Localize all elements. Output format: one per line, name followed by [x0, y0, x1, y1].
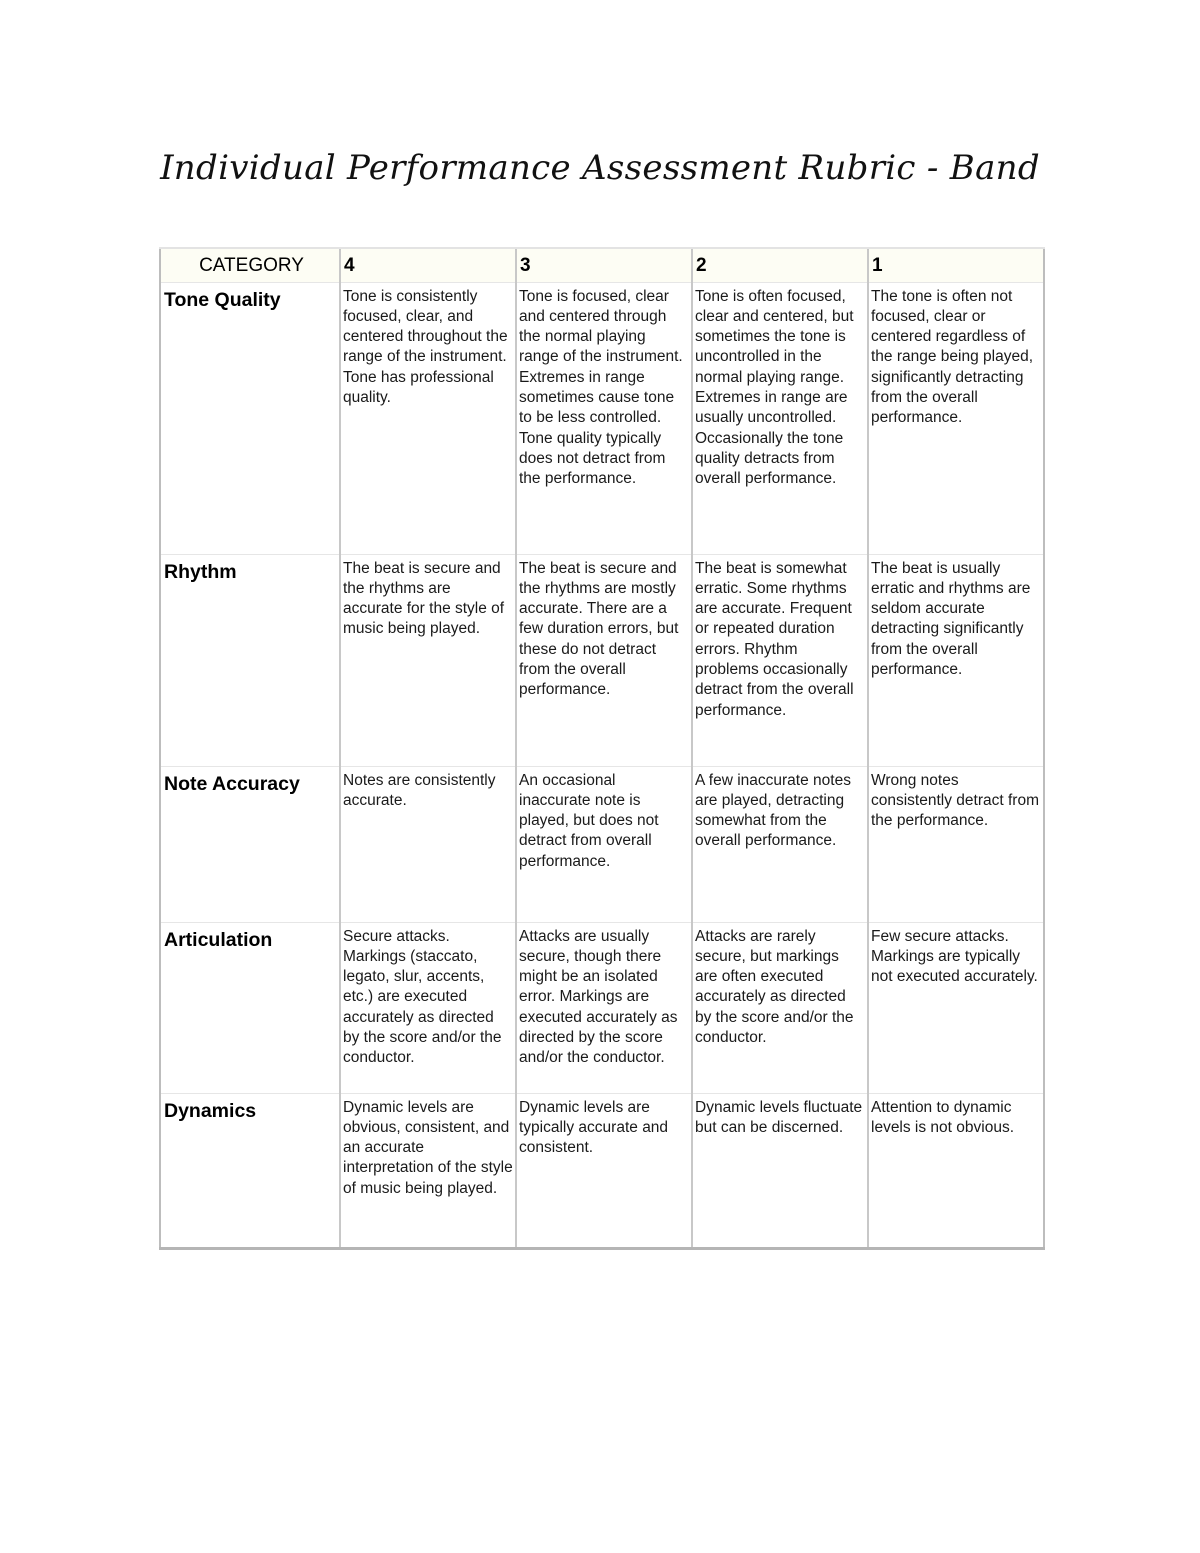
row-category-label: Dynamics	[160, 1093, 340, 1248]
criterion-cell-1: Few secure attacks. Markings are typically not executed accurately.	[868, 922, 1044, 1093]
header-score-3: 3	[516, 248, 692, 282]
rubric-body	[160, 282, 1044, 1248]
criterion-cell-3: Dynamic levels are typically accurate and consistent.	[516, 1093, 692, 1248]
criterion-cell-2: Attacks are rarely secure, but markings are often executed accurately as directed by the score and/or the conductor.	[692, 922, 868, 1093]
criterion-cell-3: Tone is focused, clear and centered through the normal playing range of the instrument. Extremes in range sometimes cause tone to be less controlled. Tone quality typically does not detract from the performance.	[516, 282, 692, 554]
criterion-cell-3: Attacks are usually secure, though there might be an isolated error. Markings are executed accurately as directed by the score and/or the conductor.	[516, 922, 692, 1093]
rubric-header	[160, 248, 1044, 282]
criterion-cell-4: Secure attacks. Markings (staccato, legato, slur, accents, etc.) are executed accurately as directed by the score and/or the conductor.	[340, 922, 516, 1093]
rubric-table	[159, 247, 1045, 1250]
criterion-cell-1: Attention to dynamic levels is not obvious.	[868, 1093, 1044, 1248]
criterion-cell-3: An occasional inaccurate note is played, but does not detract from overall performance.	[516, 766, 692, 922]
header-score-4: 4	[340, 248, 516, 282]
criterion-cell-4: Dynamic levels are obvious, consistent, and an accurate interpretation of the style of music being played.	[340, 1093, 516, 1248]
criterion-cell-2: Tone is often focused, clear and centered, but sometimes the tone is uncontrolled in the normal playing range. Extremes in range are usually uncontrolled. Occasionally the tone quality detracts from overall performance.	[692, 282, 868, 554]
criterion-cell-4: Notes are consistently accurate.	[340, 766, 516, 922]
criterion-cell-2: Dynamic levels fluctuate but can be discerned.	[692, 1093, 868, 1248]
table-row-tone-quality	[160, 282, 1044, 554]
row-category-label: Articulation	[160, 922, 340, 1093]
header-row	[160, 248, 1044, 282]
table-row-rhythm	[160, 554, 1044, 766]
criterion-cell-1: The tone is often not focused, clear or centered regardless of the range being played, significantly detracting from the overall performance.	[868, 282, 1044, 554]
table-row-note-accuracy	[160, 766, 1044, 922]
table-row-dynamics	[160, 1093, 1044, 1248]
criterion-cell-1: Wrong notes consistently detract from the performance.	[868, 766, 1044, 922]
criterion-cell-4: The beat is secure and the rhythms are accurate for the style of music being played.	[340, 554, 516, 766]
criterion-cell-2: The beat is somewhat erratic. Some rhythms are accurate. Frequent or repeated duration errors. Rhythm problems occasionally detract from the overall performance.	[692, 554, 868, 766]
header-category: CATEGORY	[160, 248, 340, 282]
criterion-cell-2: A few inaccurate notes are played, detracting somewhat from the overall performance.	[692, 766, 868, 922]
header-score-1: 1	[868, 248, 1044, 282]
row-category-label: Rhythm	[160, 554, 340, 766]
row-category-label: Tone Quality	[160, 282, 340, 554]
header-score-2: 2	[692, 248, 868, 282]
criterion-cell-1: The beat is usually erratic and rhythms are seldom accurate detracting significantly from the overall performance.	[868, 554, 1044, 766]
row-category-label: Note Accuracy	[160, 766, 340, 922]
table-row-articulation	[160, 922, 1044, 1093]
criterion-cell-4: Tone is consistently focused, clear, and centered throughout the range of the instrument. Tone has professional quality.	[340, 282, 516, 554]
page-title: Individual Performance Assessment Rubric - Band	[160, 148, 1040, 188]
criterion-cell-3: The beat is secure and the rhythms are mostly accurate. There are a few duration errors, but these do not detract from the overall performance.	[516, 554, 692, 766]
